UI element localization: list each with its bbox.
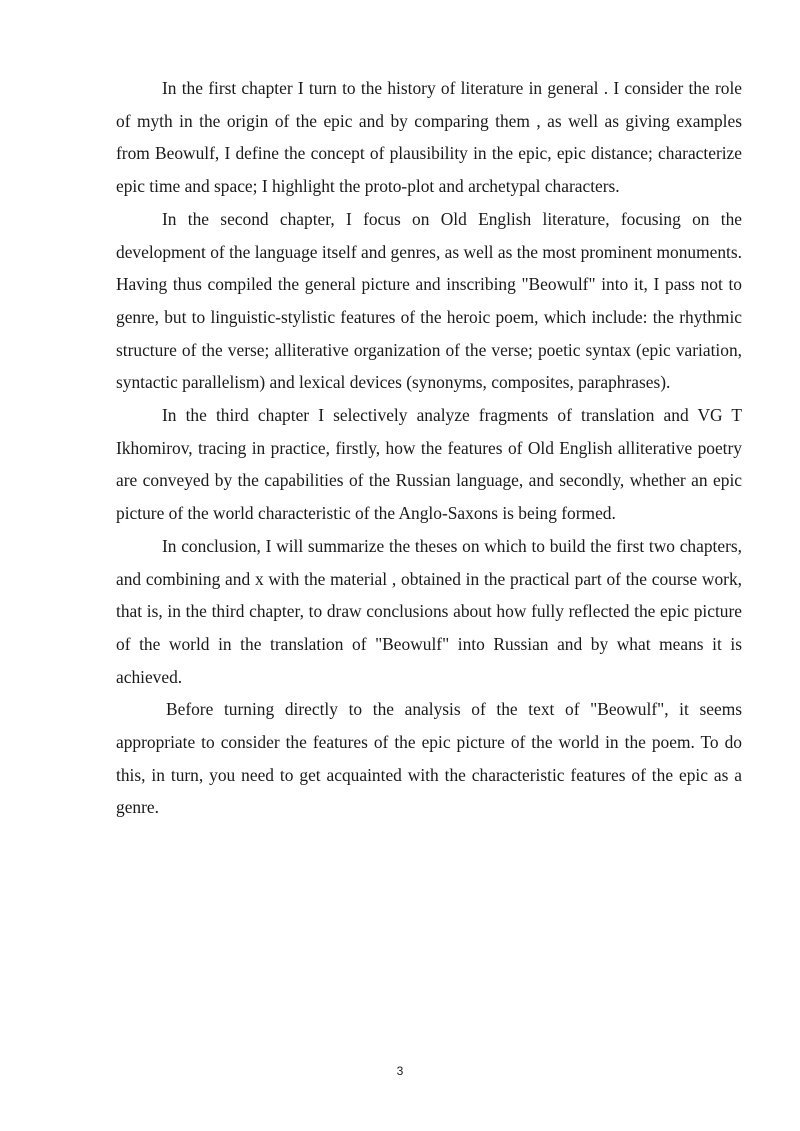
page-number: 3	[396, 1064, 404, 1078]
body-text	[116, 72, 742, 824]
paragraph-chapter-one: In the first chapter I turn to the history of literature in general . I consider the role of myth in the origin of the epic and by comparing them , as well as giving examples from Beowulf, I define the concept of plausibility in the epic, epic distance; characterize epic time and space; I highlight the proto-plot and archetypal characters.	[116, 78, 742, 197]
paragraph-conclusion: In conclusion, I will summarize the theses on which to build the first two chapters, and combining and x with the material , obtained in the practical part of the course work, that is, in the third chapter, to draw conclusions about how fully reflected the epic picture of the world in the translation of "Beowulf" into Russian and by what means it is achieved.	[116, 535, 742, 687]
paragraph-chapter-three: In the third chapter I selectively analyze fragments of translation and VG T Ikhomirov, tracing in practice, firstly, how the features of Old English alliterative poetry are conveyed by the capabilities of the Russian language, and secondly, whether an epic picture of the world characteristic of the Anglo-Saxons is being formed.	[116, 405, 742, 524]
paragraph-transition: Before turning directly to the analysis of the text of "Beowulf", it seems appropriate to consider the features of the epic picture of the world in the poem. To do this, in turn, you need to get acquainted with the characteristic features of the epic as a genre.	[116, 699, 742, 818]
paragraph-chapter-two: In the second chapter, I focus on Old English literature, focusing on the development of the language itself and genres, as well as the most prominent monuments. Having thus compiled the general picture and inscribing "Beowulf" into it, I pass not to genre, but to linguistic-stylistic features of the heroic poem, which include: the rhythmic structure of the verse; alliterative organization of the verse; poetic syntax (epic variation, syntactic parallelism) and lexical devices (synonyms, composites, paraphrases).	[116, 208, 742, 393]
